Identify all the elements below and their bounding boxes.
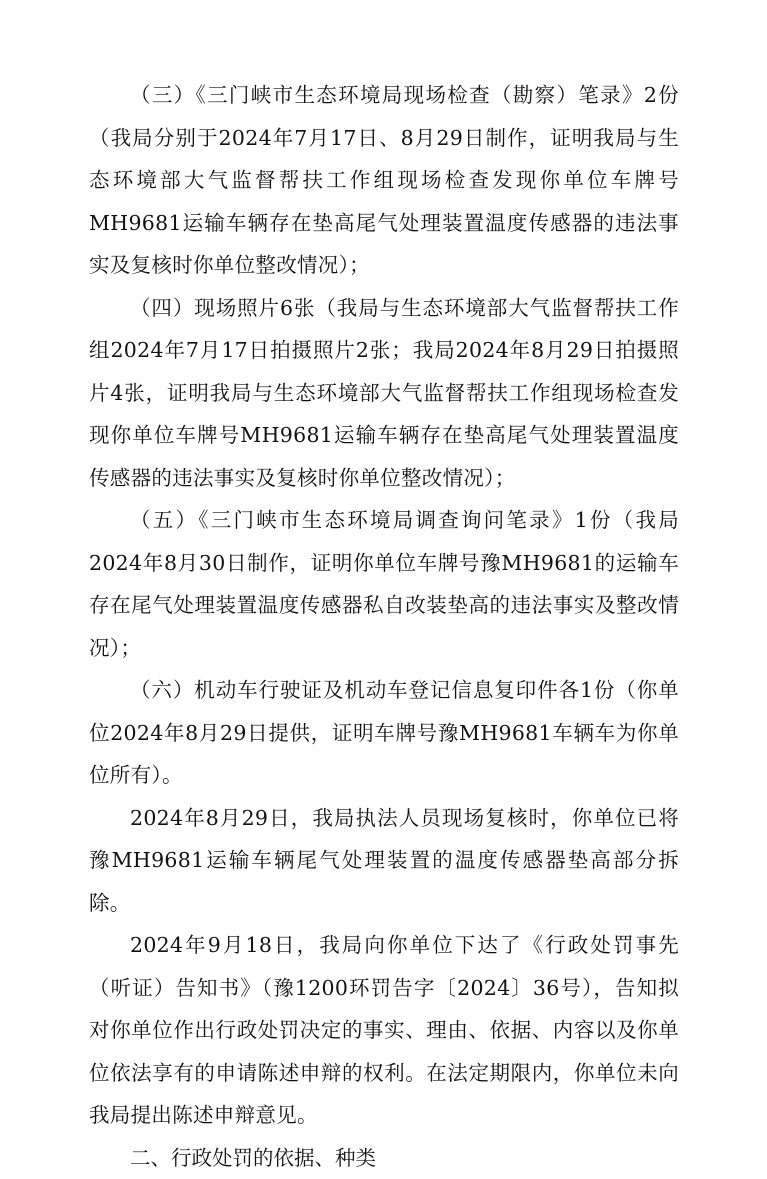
notice-paragraph: 2024年9月18日，我局向你单位下达了《行政处罚事先（听证）告知书》（豫1200环罚告字〔2024〕36号），告知拟对你单位作出行政处罚决定的事实、理由、依据、内容以及你单位依法享有的申请陈述申辩的权利。在法定期限内，你单位未向我局提出陈述申辩意见。	[89, 924, 679, 1137]
recheck-paragraph: 2024年8月29日，我局执法人员现场复核时，你单位已将豫MH9681运输车辆尾气处理装置的温度传感器垫高部分拆除。	[89, 797, 679, 925]
document-page	[89, 74, 679, 1179]
evidence-item-4: （四）现场照片6张（我局与生态环境部大气监督帮扶工作组2024年7月17日拍摄照片2张；我局2024年8月29日拍摄照片4张，证明我局与生态环境部大气监督帮扶工作组现场检查发现你单位车牌号MH9681运输车辆存在垫高尾气处理装置温度传感器的违法事实及复核时你单位整改情况）；	[89, 287, 679, 500]
evidence-item-6: （六）机动车行驶证及机动车登记信息复印件各1份（你单位2024年8月29日提供，证明车牌号豫MH9681车辆车为你单位所有）。	[89, 669, 679, 797]
section-heading: 二、行政处罚的依据、种类	[89, 1137, 679, 1179]
evidence-item-3: （三）《三门峡市生态环境局现场检查（勘察）笔录》2份（我局分别于2024年7月17日、8月29日制作，证明我局与生态环境部大气监督帮扶工作组现场检查发现你单位车牌号MH9681运输车辆存在垫高尾气处理装置温度传感器的违法事实及复核时你单位整改情况）；	[89, 74, 679, 287]
evidence-item-5: （五）《三门峡市生态环境局调查询问笔录》1份（我局2024年8月30日制作，证明你单位车牌号豫MH9681的运输车存在尾气处理装置温度传感器私自改装垫高的违法事实及整改情况）；	[89, 499, 679, 669]
